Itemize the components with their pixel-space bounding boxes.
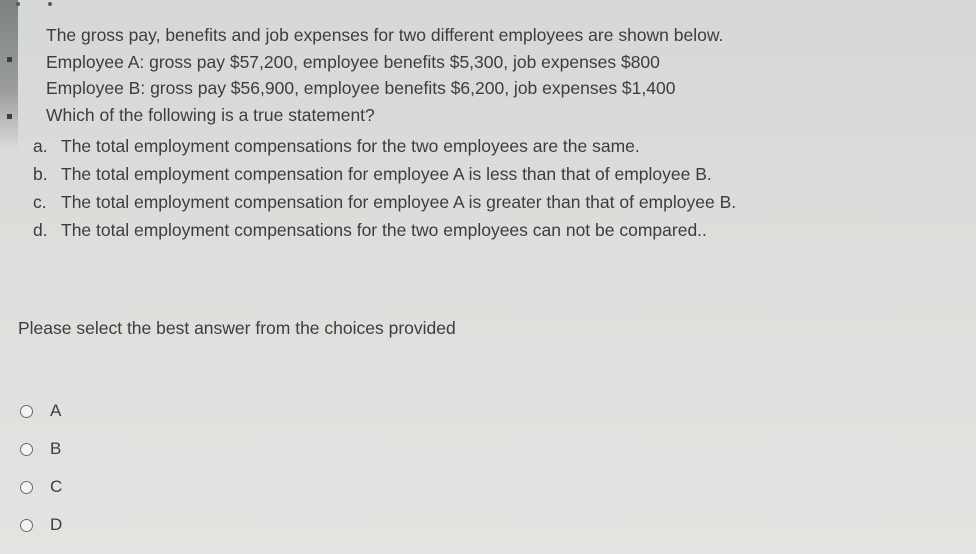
choice-d (33, 216, 953, 244)
question-line: Employee A: gross pay $57,200, employee benefits $5,300, job expenses $800 (46, 51, 660, 72)
option-label: B (50, 439, 62, 458)
radio-button[interactable] (20, 443, 33, 456)
option-c[interactable] (20, 468, 62, 506)
question-line: Employee B: gross pay $56,900, employee benefits $6,200, job expenses $1,400 (46, 78, 676, 98)
edge-dot (48, 2, 52, 6)
choice-text: The total employment compensation for employee A is less than that of employee B. (61, 164, 712, 184)
choice-c (33, 188, 953, 216)
question-text (46, 22, 946, 128)
option-label: D (50, 515, 63, 534)
choice-letter: c. (33, 192, 47, 212)
edge-marker (7, 114, 12, 119)
answer-radio-group (20, 392, 62, 544)
choice-letter: a. (33, 136, 48, 156)
choice-letter: b. (33, 164, 48, 184)
radio-button[interactable] (20, 481, 33, 494)
choice-b (33, 160, 953, 188)
choice-a (33, 132, 953, 160)
edge-dot (16, 2, 20, 6)
left-edge-strip (0, 0, 18, 150)
option-label: C (50, 477, 63, 496)
instruction-text: Please select the best answer from the choices provided (18, 318, 456, 338)
option-d[interactable] (20, 506, 62, 544)
radio-button[interactable] (20, 519, 33, 532)
radio-button[interactable] (20, 405, 33, 418)
choice-letter: d. (33, 220, 48, 240)
choice-text: The total employment compensations for the two employees can not be compared.. (61, 220, 707, 240)
option-a[interactable] (20, 392, 62, 430)
question-line: The gross pay, benefits and job expenses for two different employees are shown below. (46, 25, 724, 45)
choice-text: The total employment compensation for employee A is greater than that of employee B. (61, 192, 737, 212)
choice-text: The total employment compensations for the two employees are the same. (61, 136, 640, 156)
question-line: Which of the following is a true statement? (46, 104, 375, 125)
option-label: A (50, 401, 62, 420)
edge-marker (7, 57, 12, 62)
option-b[interactable] (20, 430, 62, 468)
answer-choices-list (33, 132, 953, 244)
